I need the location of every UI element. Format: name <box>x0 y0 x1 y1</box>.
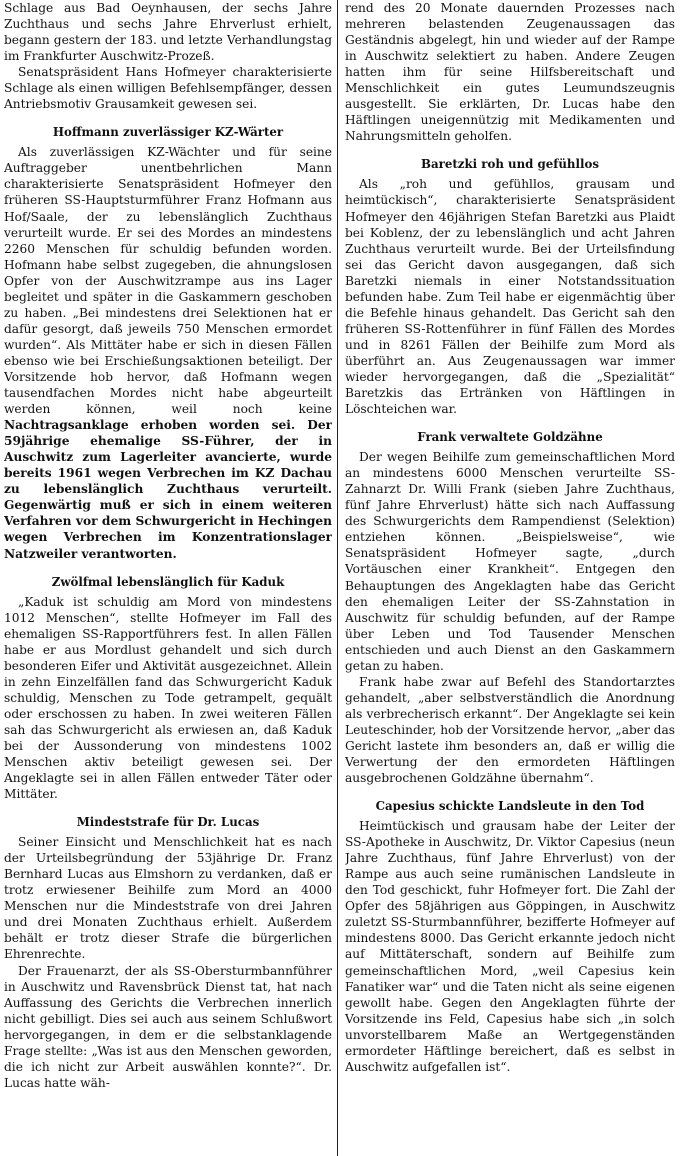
paragraph-capesius: Heimtückisch und grausam habe der Leiter der SS-Apotheke in Auschwitz, Dr. Viktor Capesius (neun Jahre Zuchthaus, fünf Jahre Ehrverlust) von der Rampe aus auch seine rumänischen Landsleute in den Tod geschickt, fuhr Hofmeyer fort. Die Zahl der Opfer des 58jährigen aus Göppingen, in Auschwitz zuletzt SS-Sturmbannführer, bezifferte Hofmeyer auf mindestens 8000. Das Gericht erkannte jedoch nicht auf Mittäterschaft, sondern auf Beihilfe zum gemeinschaftlichen Mord, „weil Capesius kein Fanatiker war“ und die Taten nicht als seine eigenen gewollt habe. Gegen den Angeklagten führte der Vorsitzende ins Feld, Capesius habe sich „in solch unvorstellbarem Maße an Wertgegenständen ermordeter Häftlinge bereichert, daß es selbst in Auschwitz aufgefallen ist“. <box>345 819 675 1074</box>
paragraph-schlage-characterization: Senatspräsident Hans Hofmeyer charakterisierte Schlage als einen willigen Befehlsempfänger, dessen Antriebsmotiv Grausamkeit gewesen sei. <box>4 65 332 112</box>
paragraph-lucas-continued: rend des 20 Monate dauernden Prozesses nach mehreren belastenden Zeugenaussagen das Geständnis abgelegt, hin und wieder auf der Rampe in Auschwitz selektiert zu haben. Andere Zeugen hatten ihm für seine Hilfsbereitschaft und Menschlichkeit ein gutes Leumundszeugnis ausgestellt. Sie erklärten, Dr. Lucas habe den Häftlingen uneigennützig mit Medikamenten und Nahrungsmitteln geholfen. <box>345 1 675 144</box>
paragraph-frank-verdict: Der wegen Beihilfe zum gemeinschaftlichen Mord an mindestens 6000 Menschen verurteilte SS-Zahnarzt Dr. Willi Frank (sieben Jahre Zuchthaus, fünf Jahre Ehrverlust) hätte sich nach Auffassung des Schwurgerichts dem Rampendienst (Selektion) entziehen können. „Beispielsweise“, wie Senatspräsident Hofmeyer sagte, „durch Vortäuschen einer Krankheit“. Entgegen den Behauptungen des Angeklagten habe das Gericht den ehemaligen Leiter der SS-Zahnstation in Auschwitz für schuldig befunden, auf der Rampe über Leben und Tod Tausender Menschen entschieden und auch Dienst an den Gaskammern getan zu haben. <box>345 450 675 673</box>
column-divider <box>337 0 338 1156</box>
subheading-hofmann: Hoffmann zuverlässiger KZ-Wärter <box>52 125 284 140</box>
paragraph-schlage-intro: Schlage aus Bad Oeynhausen, der sechs Jahre Zuchthaus und sechs Jahre Ehrverlust erhielt, begann gestern der 183. und letzte Verhandlungstag im Frankfurter Auschwitz-Prozeß. <box>4 1 332 64</box>
paragraph-lucas-sentence: Seiner Einsicht und Menschlichkeit hat es nach der Urteilsbegründung der 53jährige Dr. Franz Bernhard Lucas aus Elmshorn zu verdanken, daß er trotz erwiesener Beihilfe zum Mord an 4000 Menschen nur die Mindeststrafe von drei Jahren und drei Monaten Zuchthaus erhielt. Außerdem behält er trotz dieser Strafe die bürgerlichen Ehrenrechte. <box>4 835 332 962</box>
paragraph-kaduk: „Kaduk ist schuldig am Mord von mindestens 1012 Menschen“, stellte Hofmeyer im Fall des ehemaligen SS-Rapportführers fest. In allen Fällen habe er aus Mordlust gehandelt und sich durch besonderen Eifer und Aktivität ausgezeichnet. Allein in zehn Einzelfällen fand das Schwurgericht Kaduk schuldig, Menschen zu Tode getrampelt, gequält oder erschossen zu haben. In zwei weiteren Fällen sah das Schwurgericht als erwiesen an, daß Kaduk bei der Aussonderung von mindestens 1002 Menschen aktiv beteiligt gewesen sei. Der Angeklagte sei in allen Fällen entweder Täter oder Mittäter. <box>4 594 332 802</box>
subheading-frank: Frank verwaltete Goldzähne <box>417 430 603 445</box>
paragraph-hofmann-text: Als zuverlässigen KZ-Wächter und für seine Auftraggeber unentbehrlichen Mann charakterisierte Senatspräsident Hofmeyer den früheren SS-Hauptsturmführer Franz Hofmann aus Hof/Saale, der zu lebenslänglich Zuchthaus verurteilt wurde. Er sei des Mordes an mindestens 2260 Menschen für schuldig befunden worden. Hofmann habe selbst zugegeben, die ahnungslosen Opfer von der Auschwitzrampe aus ins Lager begleitet und später in die Gaskammern geschoben zu haben. „Bei mindestens drei Selektionen hat er dafür gesorgt, daß jeweils 750 Menschen ermordet wurden“. Als Mittäter habe er sich in diesen Fällen ebenso wie bei Erschießungsaktionen beteiligt. Der Vorsitzende hob hervor, daß Hofmann wegen tausendfachen Mordes nicht habe abgeurteilt werden können, weil noch keine <box>4 145 332 417</box>
subheading-baretzki: Baretzki roh und gefühllos <box>421 157 599 172</box>
paragraph-baretzki: Als „roh und gefühllos, grausam und heimtückisch“, charakterisierte Senatspräsident Hofmeyer den 46jährigen Stefan Baretzki aus Plaidt bei Koblenz, der zu lebenslänglich und acht Jahren Zuchthaus verurteilt wurde. Bei der Urteilsfindung sei das Gericht davon ausgegangen, daß sich Baretzki niemals in einer Notstandssituation befunden habe. Zum Teil habe er eigenmächtig über die Befehle hinaus gehandelt. Das Gericht sah den früheren SS-Rottenführer in fünf Fällen des Mordes und in 8261 Fällen der Beihilfe zum Mord als überführt an. Aus Zeugenaussagen war immer wieder hervorgegangen, daß die „Spezialität“ Baretzkis das Ertränken von Häftlingen in Löschteichen war. <box>345 177 675 417</box>
subheading-kaduk: Zwölfmal lebenslänglich für Kaduk <box>51 574 285 589</box>
subheading-capesius: Capesius schickte Landsleute in den Tod <box>375 799 645 814</box>
subheading-lucas: Mindeststrafe für Dr. Lucas <box>76 815 260 830</box>
right-column <box>345 0 675 1156</box>
paragraph-lucas-assessment: Der Frauenarzt, der als SS-Obersturmbannführer in Auschwitz und Ravensbrück Dienst tat, hat nach Auffassung des Gerichts die Verbrechen innerlich nicht gebilligt. Dies sei auch aus seinem Schlußwort hervorgegangen, in dem er die selbstanklagende Frage stellte: „Was ist aus den Menschen geworden, die ich nicht zur Arbeit auswählen konnte?“. Dr. Lucas hatte wäh- <box>4 963 332 1090</box>
paragraph-hofmann-bold: Nachtragsanklage erhoben worden sei. Der 59jährige ehemalige SS-Führer, der in Auschwitz zum Lagerleiter avancierte, wurde bereits 1961 wegen Verbrechen im KZ Dachau zu lebenslänglich Zuchthaus verurteilt. Gegenwärtig muß er sich in einem weiteren Verfahren vor dem Schwurgericht in Hechingen wegen Verbrechen im Konzentrationslager Natzweiler verantworten. <box>4 418 332 561</box>
paragraph-frank-assessment: Frank habe zwar auf Befehl des Standortarztes gehandelt, „aber selbstverständlich die Anordnung als verbrecherisch erkannt“. Der Angeklagte sei kein Leuteschinder, hob der Vorsitzende hervor, „aber das Gericht lastete ihm besonders an, daß er willig die Verwertung der den ermordeten Häftlingen ausgebrochenen Goldzähne übernahm“. <box>345 674 675 786</box>
paragraph-hofmann <box>4 144 332 561</box>
left-column <box>4 0 332 1156</box>
